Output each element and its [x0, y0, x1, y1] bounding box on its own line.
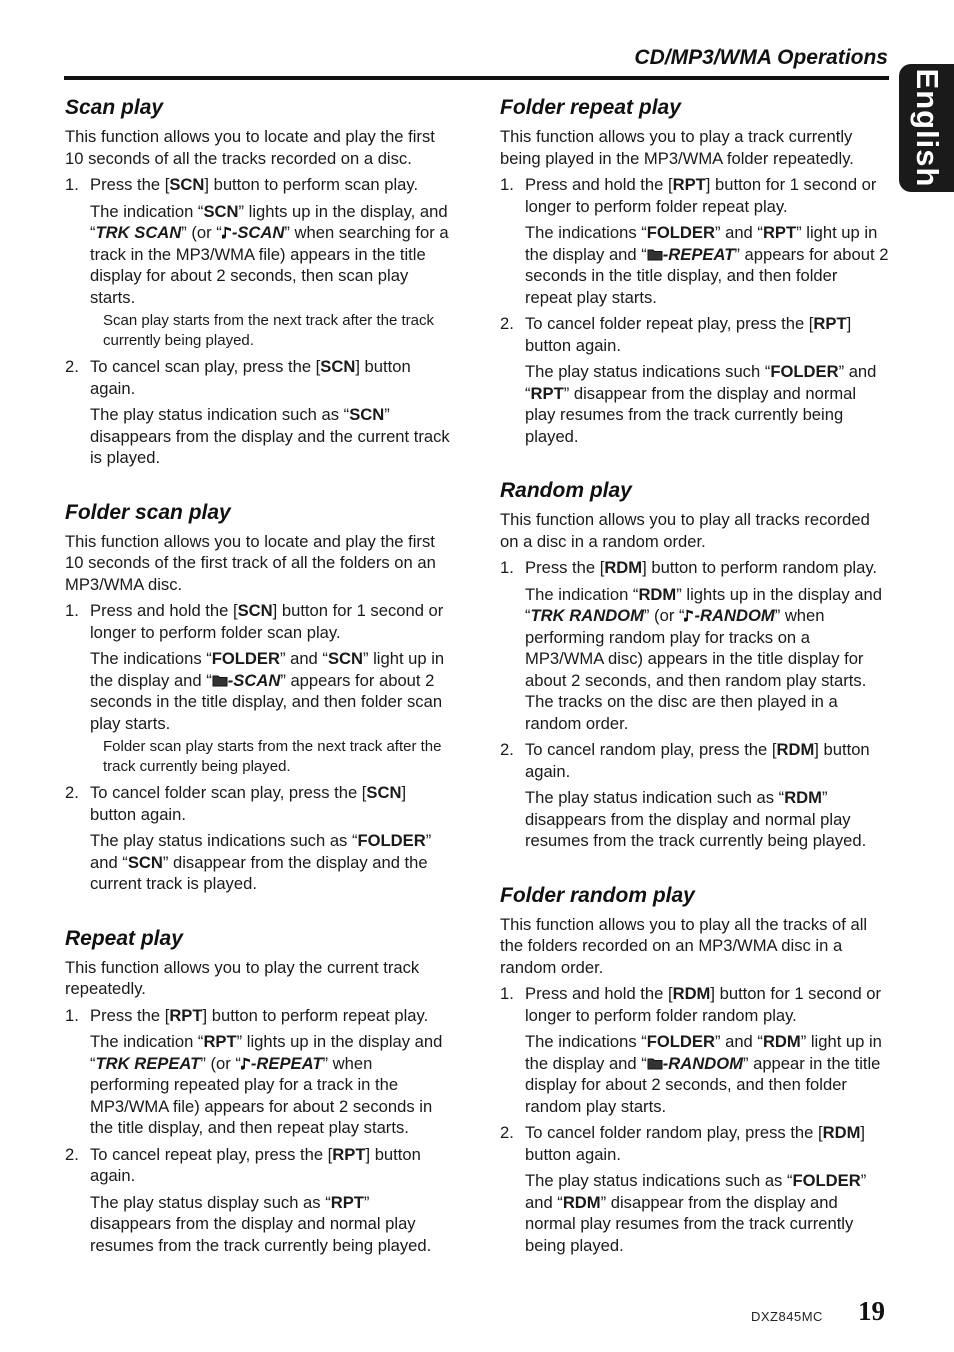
model-number: DXZ845MC — [751, 1309, 823, 1324]
language-tab-label: English — [909, 68, 945, 188]
music-note-icon — [241, 1057, 251, 1071]
section-intro: This function allows you to play a track currently being played in the MP3/WMA folder repeatedly. — [500, 127, 854, 168]
step-number: 1. — [500, 175, 514, 194]
step-text: To cancel folder scan play, press the [SCN] button again. — [90, 783, 407, 824]
step-number: 2. — [65, 783, 79, 802]
step-text: Press the [RDM] button to perform random play. — [525, 558, 878, 577]
page-number: 19 — [858, 1296, 885, 1326]
step-text: To cancel scan play, press the [SCN] button again. — [90, 357, 411, 398]
step-note: Scan play starts from the next track after the track currently being played. — [103, 312, 434, 349]
section-intro: This function allows you to play all tracks recorded on a disc in a random order. — [500, 510, 870, 551]
right-column — [500, 94, 889, 1286]
language-tab — [899, 64, 954, 192]
step-detail: The play status indications such as “FOLDER” and “SCN” disappear from the display and the current track is played. — [90, 831, 432, 893]
step-2 — [500, 1122, 889, 1165]
step-2 — [65, 1144, 455, 1187]
step-detail: The indication “RPT” lights up in the display and “TRK REPEAT” (or “ -REPEAT” when performing repeated play for a track in the MP3/WMA file) appears for about 2 seconds in the title display, and then repeat play starts. — [90, 1032, 443, 1137]
step-1 — [65, 600, 455, 643]
header-rule — [64, 76, 889, 80]
step-text: To cancel folder random play, press the [RDM] button again. — [525, 1123, 866, 1164]
music-note-icon — [684, 609, 694, 623]
section-title: Scan play — [65, 96, 164, 119]
step-detail: The play status indication such as “RDM” disappears from the display and normal play resumes from the track currently being played. — [525, 788, 867, 850]
step-2 — [500, 739, 889, 782]
section-scan-play — [65, 94, 455, 469]
step-text: To cancel folder repeat play, press the [RPT] button again. — [525, 314, 852, 355]
step-number: 1. — [500, 558, 514, 577]
section-intro: This function allows you to locate and play the first 10 seconds of the first track of all the folders on an MP3/WMA disc. — [65, 531, 436, 594]
step-number: 1. — [65, 1005, 79, 1025]
step-detail: The indication “SCN” lights up in the display, and “TRK SCAN” (or “ -SCAN” when searching for a track in the MP3/WMA file) appears in the title display for about 2 seconds, then scan play starts. — [90, 201, 449, 307]
section-random-play — [500, 477, 889, 852]
step-detail: The indications “FOLDER” and “RDM” light up in the display and “ -RANDOM” appear in the title display for about 2 seconds, and then folder random play starts. — [525, 1032, 882, 1116]
step-text: Press the [RPT] button to perform repeat play. — [90, 1005, 429, 1025]
step-number: 1. — [65, 601, 79, 620]
section-folder-scan-play — [65, 499, 455, 895]
section-title: Folder repeat play — [500, 96, 681, 119]
section-intro: This function allows you to play the current track repeatedly. — [65, 957, 420, 998]
step-number: 1. — [65, 175, 79, 194]
step-number: 2. — [500, 1123, 514, 1142]
step-number: 2. — [500, 740, 514, 759]
step-2 — [65, 782, 455, 825]
step-number: 2. — [500, 314, 514, 333]
step-text: Press and hold the [RPT] button for 1 second or longer to perform folder repeat play. — [525, 175, 877, 216]
step-detail: The indication “RDM” lights up in the display and “TRK RANDOM” (or “ -RANDOM” when performing random play for tracks on a MP3/WMA disc) appears in the title display for about 2 seconds, and then random play starts. The tracks on the disc are then played in a random order. — [525, 584, 882, 733]
music-note-icon — [222, 226, 232, 240]
section-folder-repeat-play — [500, 94, 889, 447]
step-text: To cancel random play, press the [RDM] button again. — [525, 740, 870, 781]
section-folder-random-play — [500, 882, 889, 1257]
step-detail: The indications “FOLDER” and “RPT” light up in the display and “ -REPEAT” appears for about 2 seconds in the title display, and then folder repeat play starts. — [525, 223, 889, 307]
step-1 — [500, 557, 889, 579]
section-title: Folder random play — [500, 883, 695, 907]
step-text: Press and hold the [SCN] button for 1 second or longer to perform folder scan play. — [90, 601, 444, 642]
step-detail: The play status indication such as “SCN” disappears from the display and the current track is played. — [90, 405, 450, 467]
step-detail: The play status indications such as “FOLDER” and “RDM” disappear from the display and normal play resumes from the track currently being played. — [525, 1171, 867, 1255]
step-detail: The indications “FOLDER” and “SCN” light up in the display and “ -SCAN” appears for about 2 seconds in the title display, and then folder scan play starts. — [90, 649, 445, 733]
left-column — [65, 94, 455, 1286]
step-note: Folder scan play starts from the next track after the track currently being played. — [103, 738, 442, 775]
step-number: 1. — [500, 984, 514, 1003]
step-text: To cancel repeat play, press the [RPT] button again. — [90, 1144, 421, 1185]
step-1 — [500, 174, 889, 217]
section-title: Repeat play — [65, 926, 183, 950]
section-title: Random play — [500, 479, 632, 502]
step-detail: The play status display such as “RPT” disappears from the display and normal play resumes from the track currently being played. — [90, 1192, 432, 1255]
section-intro: This function allows you to play all the tracks of all the folders recorded on an MP3/WMA disc in a random order. — [500, 914, 868, 977]
step-1 — [65, 1005, 455, 1027]
step-1 — [65, 174, 455, 196]
folder-icon — [212, 674, 228, 687]
page-header-title: CD/MP3/WMA Operations — [634, 46, 888, 69]
folder-icon — [647, 248, 663, 261]
step-1 — [500, 983, 889, 1026]
step-2 — [65, 356, 455, 399]
folder-icon — [647, 1057, 663, 1070]
section-repeat-play — [65, 925, 455, 1257]
section-title: Folder scan play — [65, 500, 231, 524]
step-text: Press the [SCN] button to perform scan play. — [90, 175, 419, 194]
step-detail: The play status indications such “FOLDER” and “RPT” disappear from the display and normal play resumes from the track currently being played. — [525, 362, 877, 446]
section-intro: This function allows you to locate and play the first 10 seconds of all the tracks recorded on a disc. — [65, 127, 435, 168]
step-number: 2. — [65, 1144, 79, 1164]
step-text: Press and hold the [RDM] button for 1 second or longer to perform folder random play. — [525, 984, 882, 1025]
step-2 — [500, 313, 889, 356]
step-number: 2. — [65, 357, 79, 376]
